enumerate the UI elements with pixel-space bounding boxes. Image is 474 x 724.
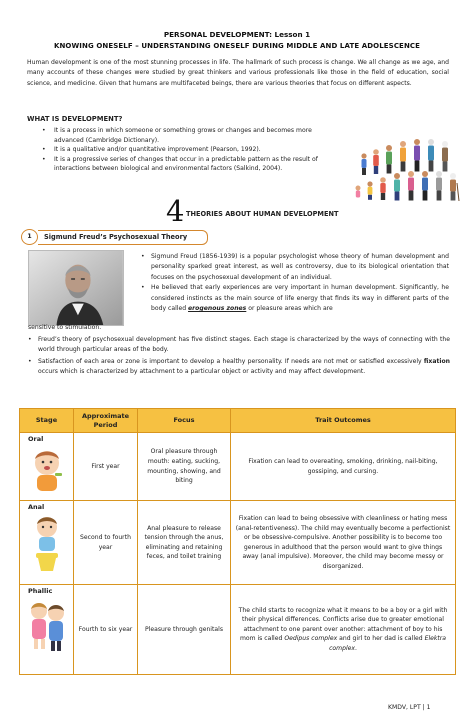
period-cell: First year bbox=[74, 433, 138, 501]
focus-cell: Anal pleasure to release tension through the anus, eliminating and retaining feces, and toilet training bbox=[138, 501, 231, 585]
definition-item: • It is a progressive series of changes that occur in a predictable pattern as the result of interactions between biological and environmental factors (Salkind, 2004). bbox=[42, 155, 342, 174]
header-period: Approximate Period bbox=[74, 409, 138, 433]
stages-summary: • Freud’s theory of psychosexual development has five distinct stages. Each stage is characterized by the ways of connecting with the world through particular areas of the body. bbox=[28, 335, 450, 356]
belief-text: He believed that early experiences are very important in human development. Significantly, he considered instincts as the main source of life energy that finds its way in different parts of the body called bbox=[151, 284, 449, 313]
front-row-figures bbox=[356, 171, 460, 201]
stage-cell bbox=[20, 501, 74, 585]
children-illustration bbox=[23, 597, 71, 659]
baby-eating-illustration bbox=[23, 445, 71, 495]
freud-portrait bbox=[28, 250, 124, 326]
freud-belief bbox=[141, 283, 449, 314]
belief-continuation: sensitive to stimulation. bbox=[28, 324, 102, 331]
table-row bbox=[20, 501, 456, 585]
section-number: 1 bbox=[21, 229, 38, 245]
period-cell: Fourth to six year bbox=[74, 585, 138, 675]
back-row-figures bbox=[361, 139, 448, 175]
stage-name: Oral bbox=[28, 435, 44, 443]
development-definitions bbox=[42, 126, 342, 174]
psychosexual-stages-table bbox=[19, 408, 456, 675]
page-footer: KMDV, LPT | 1 bbox=[388, 704, 431, 711]
freud-bullets bbox=[141, 252, 449, 314]
fixation-text: Satisfaction of each area or zone is important to develop a healthy personality. If needs are not met or satisfied excessively bbox=[38, 357, 422, 365]
traits-text-end: . bbox=[355, 645, 357, 653]
fixation-note bbox=[28, 357, 450, 378]
focus-cell: Pleasure through genitals bbox=[138, 585, 231, 675]
table-header-row bbox=[20, 409, 456, 433]
fixation-term: fixation bbox=[423, 357, 450, 365]
table-row bbox=[20, 585, 456, 675]
freud-bio: • Sigmund Freud (1856-1939) is a popular psychologist whose theory of human development and personality sparked great interest, as well as controversy, due to its biological orientation that focuses on the psychosexual development of an individual. bbox=[141, 252, 449, 283]
theories-count: 4 bbox=[166, 194, 185, 228]
traits-text: The child starts to recognize what it means to be a boy or a girl with their physical differences. Conflicts arise due to greater emotional attachment to one parent over another: attachment of boy to his mom is called bbox=[238, 606, 448, 643]
definition-item: • It is a process in which someone or something grows or changes and becomes more advanced (Cambridge Dictionary). bbox=[42, 126, 342, 145]
stage-cell bbox=[20, 585, 74, 675]
traits-text: and girl to her dad is called bbox=[339, 635, 423, 643]
focus-cell: Oral pleasure through mouth: eating, sucking, mounting, showing, and biting bbox=[138, 433, 231, 501]
stage-name: Anal bbox=[28, 503, 45, 512]
definition-item: • It is a qualitative and/or quantitative improvement (Pearson, 1992). bbox=[42, 145, 342, 155]
header-focus: Focus bbox=[138, 409, 231, 433]
lesson-title: PERSONAL DEVELOPMENT: Lesson 1 bbox=[163, 30, 311, 39]
elektra-term: Elektra complex bbox=[329, 635, 447, 653]
lesson-topic: KNOWING ONESELF – UNDERSTANDING ONESELF DURING MIDDLE AND LATE ADOLESCENCE bbox=[53, 42, 421, 50]
stage-cell bbox=[20, 433, 74, 501]
header-stage: Stage bbox=[20, 409, 74, 433]
freud-section-title: Sigmund Freud’s Psychosexual Theory bbox=[38, 230, 208, 245]
fixation-text-end: occurs which is characterized by attachment to a particular object or activity and may affect development. bbox=[38, 368, 366, 376]
header-traits: Trait Outcomes bbox=[231, 409, 456, 433]
human-development-illustration bbox=[352, 123, 462, 203]
table-row bbox=[20, 433, 456, 501]
oedipus-term: Oedipus complex bbox=[284, 635, 338, 643]
what-is-development-heading: WHAT IS DEVELOPMENT? bbox=[27, 115, 123, 123]
toddler-potty-illustration bbox=[23, 513, 71, 575]
psychosexual-bullets bbox=[28, 335, 450, 379]
traits-cell bbox=[231, 585, 456, 675]
theories-title: THEORIES ABOUT HUMAN DEVELOPMENT bbox=[186, 210, 339, 218]
traits-cell: Fixation can lead to overeating, smoking, drinking, nail-biting, gossiping, and cursing. bbox=[231, 433, 456, 501]
erogenous-zones-term: erogenous zones bbox=[188, 305, 247, 313]
belief-text-end: or pleasure areas which are bbox=[248, 305, 333, 313]
intro-paragraph: Human development is one of the most stunning processes in life. The hallmark of such process is change. We all change as we age, and many accounts of these changes were studied by great thinkers and various professionals like those in the field of education, social science, and medicine. Given that humans are multifaceted beings, there are various theories that focus on different aspects. bbox=[27, 59, 449, 87]
traits-cell: Fixation can lead to being obsessive with cleanliness or hating mess (anal-retentiveness). The child may eventually become a perfectionist or be obsessive-compulsive. Another possibility is to become too generous in adulthood that the person would want to give things away (anal impulsive). Moreover, the child may become messy or disorganized. bbox=[231, 501, 456, 585]
period-cell: Second to fourth year bbox=[74, 501, 138, 585]
stage-name: Phallic bbox=[28, 587, 53, 596]
